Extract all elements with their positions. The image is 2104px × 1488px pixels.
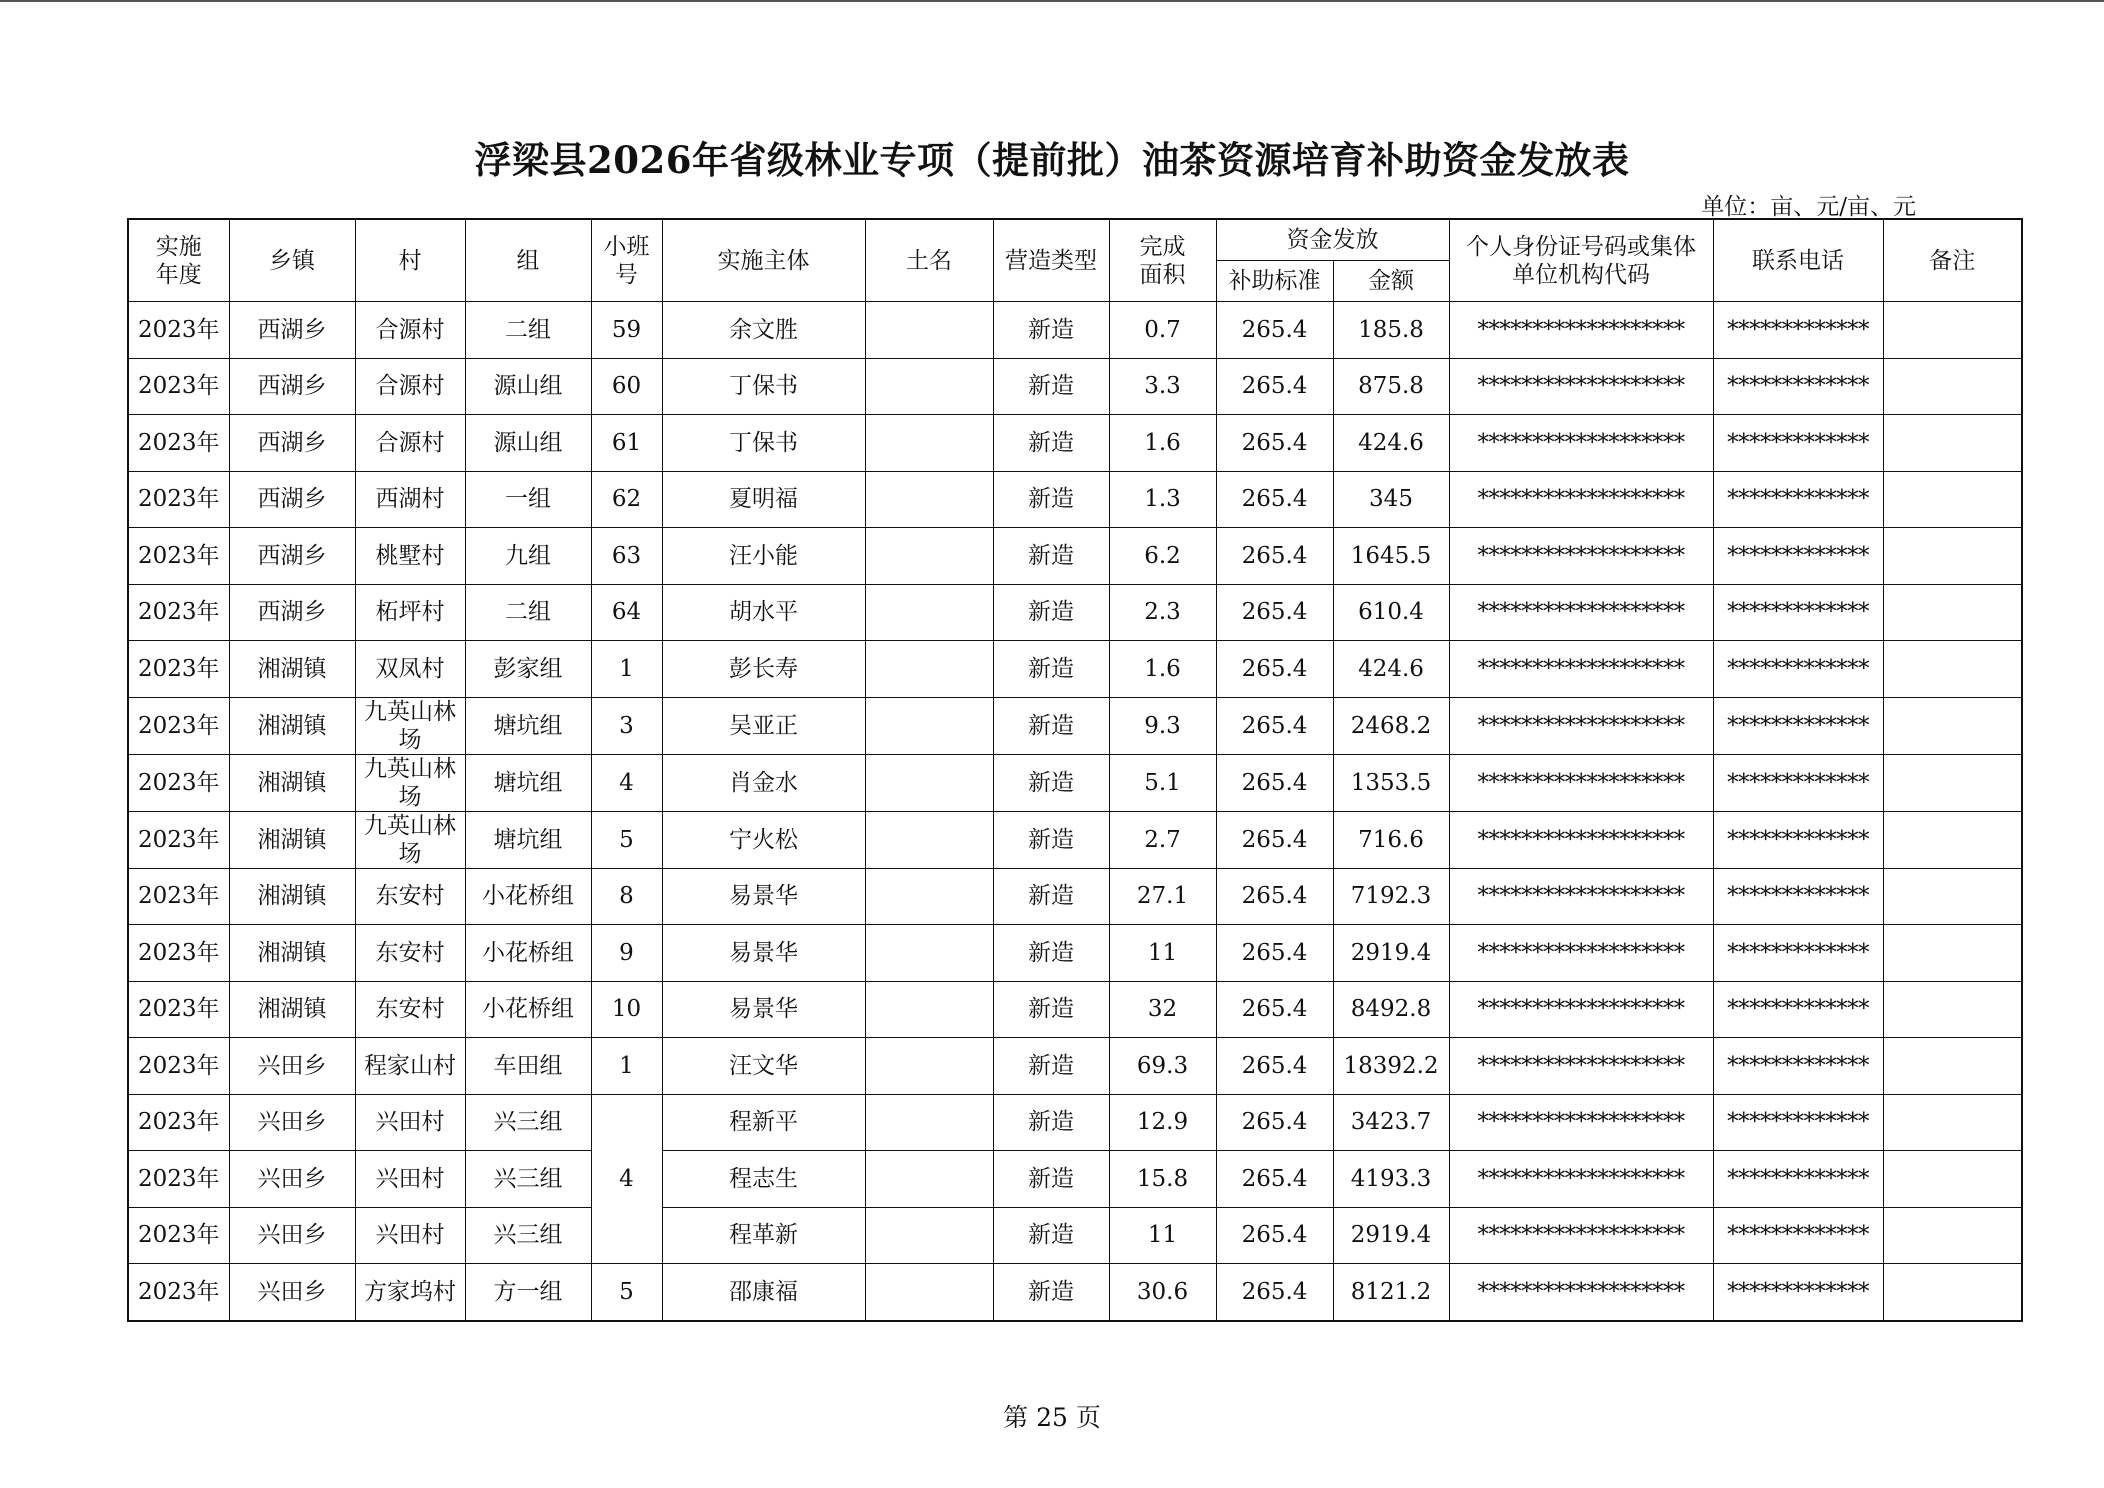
- cell-year: 2023年: [128, 868, 229, 925]
- cell-phone: *************: [1713, 584, 1883, 641]
- header-phone: 联系电话: [1713, 219, 1883, 302]
- cell-subject: 肖金水: [662, 754, 865, 811]
- cell-type: 新造: [993, 1207, 1109, 1264]
- cell-phone: *************: [1713, 302, 1883, 359]
- cell-year: 2023年: [128, 925, 229, 982]
- cell-year: 2023年: [128, 1038, 229, 1095]
- cell-phone: *************: [1713, 1094, 1883, 1151]
- cell-type: 新造: [993, 1094, 1109, 1151]
- cell-subject: 易景华: [662, 868, 865, 925]
- cell-area: 1.6: [1109, 641, 1216, 698]
- cell-year: 2023年: [128, 1151, 229, 1208]
- table-row: [128, 302, 2022, 359]
- table-row: [128, 584, 2022, 641]
- cell-plot: 1: [591, 1038, 662, 1095]
- cell-idcode: *******************: [1449, 641, 1713, 698]
- cell-area: 2.7: [1109, 811, 1216, 868]
- cell-remark: [1883, 754, 2022, 811]
- cell-remark: [1883, 925, 2022, 982]
- cell-plot: 3: [591, 697, 662, 754]
- cell-town: 西湖乡: [229, 528, 355, 585]
- cell-standard: 265.4: [1216, 528, 1333, 585]
- cell-town: 湘湖镇: [229, 754, 355, 811]
- cell-remark: [1883, 811, 2022, 868]
- cell-group: 兴三组: [465, 1094, 591, 1151]
- cell-standard: 265.4: [1216, 811, 1333, 868]
- cell-remark: [1883, 1038, 2022, 1095]
- cell-village: 合源村: [355, 415, 465, 472]
- cell-standard: 265.4: [1216, 302, 1333, 359]
- table-row: [128, 1151, 2022, 1208]
- table-row: [128, 981, 2022, 1038]
- cell-standard: 265.4: [1216, 1038, 1333, 1095]
- header-funding: 资金发放: [1216, 219, 1449, 261]
- cell-amount: 2468.2: [1333, 697, 1449, 754]
- cell-landname: [865, 1264, 993, 1321]
- cell-year: 2023年: [128, 1207, 229, 1264]
- cell-plot: 9: [591, 925, 662, 982]
- cell-type: 新造: [993, 754, 1109, 811]
- cell-year: 2023年: [128, 1094, 229, 1151]
- cell-village: 兴田村: [355, 1151, 465, 1208]
- cell-remark: [1883, 1207, 2022, 1264]
- cell-year: 2023年: [128, 302, 229, 359]
- cell-area: 69.3: [1109, 1038, 1216, 1095]
- cell-group: 源山组: [465, 415, 591, 472]
- cell-subject: 易景华: [662, 981, 865, 1038]
- cell-landname: [865, 415, 993, 472]
- cell-amount: 1353.5: [1333, 754, 1449, 811]
- cell-idcode: *******************: [1449, 811, 1713, 868]
- cell-area: 0.7: [1109, 302, 1216, 359]
- cell-year: 2023年: [128, 528, 229, 585]
- cell-idcode: *******************: [1449, 1094, 1713, 1151]
- cell-type: 新造: [993, 641, 1109, 698]
- cell-area: 1.3: [1109, 471, 1216, 528]
- cell-standard: 265.4: [1216, 415, 1333, 472]
- table-row: [128, 641, 2022, 698]
- cell-village: 合源村: [355, 358, 465, 415]
- cell-phone: *************: [1713, 528, 1883, 585]
- cell-amount: 345: [1333, 471, 1449, 528]
- cell-landname: [865, 584, 993, 641]
- cell-amount: 875.8: [1333, 358, 1449, 415]
- header-remark: 备注: [1883, 219, 2022, 302]
- cell-subject: 吴亚正: [662, 697, 865, 754]
- cell-area: 12.9: [1109, 1094, 1216, 1151]
- cell-village: 柘坪村: [355, 584, 465, 641]
- page-top-rule: [0, 0, 2104, 2]
- cell-village: 桃墅村: [355, 528, 465, 585]
- cell-village: 兴田村: [355, 1094, 465, 1151]
- table-row: [128, 697, 2022, 754]
- cell-area: 2.3: [1109, 584, 1216, 641]
- cell-village: 合源村: [355, 302, 465, 359]
- cell-phone: *************: [1713, 471, 1883, 528]
- cell-landname: [865, 981, 993, 1038]
- cell-idcode: *******************: [1449, 1207, 1713, 1264]
- page-title: 浮梁县2026年省级林业专项（提前批）油茶资源培育补助资金发放表: [474, 138, 1630, 182]
- cell-landname: [865, 811, 993, 868]
- cell-plot: 63: [591, 528, 662, 585]
- cell-town: 湘湖镇: [229, 697, 355, 754]
- cell-amount: 185.8: [1333, 302, 1449, 359]
- cell-plot: 5: [591, 811, 662, 868]
- header-standard: 补助标准: [1216, 261, 1333, 302]
- cell-standard: 265.4: [1216, 641, 1333, 698]
- cell-group: 兴三组: [465, 1151, 591, 1208]
- cell-phone: *************: [1713, 981, 1883, 1038]
- cell-group: 方一组: [465, 1264, 591, 1321]
- cell-standard: 265.4: [1216, 868, 1333, 925]
- cell-landname: [865, 641, 993, 698]
- cell-subject: 胡水平: [662, 584, 865, 641]
- table-row: [128, 1038, 2022, 1095]
- cell-year: 2023年: [128, 811, 229, 868]
- header-idcode: 个人身份证号码或集体 单位机构代码: [1449, 219, 1713, 302]
- table-body: [128, 302, 2022, 1321]
- cell-village: 程家山村: [355, 1038, 465, 1095]
- cell-group: 车田组: [465, 1038, 591, 1095]
- cell-plot: 8: [591, 868, 662, 925]
- cell-year: 2023年: [128, 754, 229, 811]
- header-area: 完成 面积: [1109, 219, 1216, 302]
- cell-town: 西湖乡: [229, 358, 355, 415]
- cell-town: 湘湖镇: [229, 641, 355, 698]
- cell-amount: 4193.3: [1333, 1151, 1449, 1208]
- cell-amount: 424.6: [1333, 415, 1449, 472]
- cell-plot: 4: [591, 1094, 662, 1264]
- cell-group: 二组: [465, 302, 591, 359]
- cell-idcode: *******************: [1449, 1151, 1713, 1208]
- cell-amount: 8492.8: [1333, 981, 1449, 1038]
- cell-village: 东安村: [355, 981, 465, 1038]
- header-group: 组: [465, 219, 591, 302]
- cell-plot: 61: [591, 415, 662, 472]
- cell-amount: 2919.4: [1333, 1207, 1449, 1264]
- cell-village: 西湖村: [355, 471, 465, 528]
- cell-landname: [865, 1151, 993, 1208]
- cell-landname: [865, 697, 993, 754]
- cell-group: 小花桥组: [465, 868, 591, 925]
- cell-subject: 汪文华: [662, 1038, 865, 1095]
- table-row: [128, 1094, 2022, 1151]
- cell-idcode: *******************: [1449, 358, 1713, 415]
- cell-remark: [1883, 302, 2022, 359]
- cell-area: 9.3: [1109, 697, 1216, 754]
- cell-landname: [865, 471, 993, 528]
- cell-area: 11: [1109, 1207, 1216, 1264]
- header-type: 营造类型: [993, 219, 1109, 302]
- cell-subject: 程革新: [662, 1207, 865, 1264]
- cell-phone: *************: [1713, 641, 1883, 698]
- cell-group: 塘坑组: [465, 754, 591, 811]
- cell-remark: [1883, 358, 2022, 415]
- cell-area: 27.1: [1109, 868, 1216, 925]
- cell-year: 2023年: [128, 697, 229, 754]
- cell-remark: [1883, 584, 2022, 641]
- cell-group: 兴三组: [465, 1207, 591, 1264]
- cell-standard: 265.4: [1216, 358, 1333, 415]
- cell-remark: [1883, 868, 2022, 925]
- cell-landname: [865, 528, 993, 585]
- cell-phone: *************: [1713, 1038, 1883, 1095]
- cell-subject: 汪小能: [662, 528, 865, 585]
- cell-village: 九英山林 场: [355, 754, 465, 811]
- cell-subject: 易景华: [662, 925, 865, 982]
- cell-village: 兴田村: [355, 1207, 465, 1264]
- cell-town: 兴田乡: [229, 1207, 355, 1264]
- cell-village: 九英山林 场: [355, 811, 465, 868]
- cell-year: 2023年: [128, 641, 229, 698]
- cell-standard: 265.4: [1216, 697, 1333, 754]
- cell-plot: 10: [591, 981, 662, 1038]
- cell-village: 九英山林 场: [355, 697, 465, 754]
- cell-type: 新造: [993, 868, 1109, 925]
- table-row: [128, 471, 2022, 528]
- cell-idcode: *******************: [1449, 471, 1713, 528]
- cell-landname: [865, 358, 993, 415]
- cell-area: 11: [1109, 925, 1216, 982]
- cell-remark: [1883, 471, 2022, 528]
- cell-plot: 64: [591, 584, 662, 641]
- cell-phone: *************: [1713, 754, 1883, 811]
- cell-village: 方家坞村: [355, 1264, 465, 1321]
- cell-standard: 265.4: [1216, 584, 1333, 641]
- cell-town: 西湖乡: [229, 471, 355, 528]
- table-row: [128, 1207, 2022, 1264]
- header-village: 村: [355, 219, 465, 302]
- cell-remark: [1883, 415, 2022, 472]
- cell-town: 兴田乡: [229, 1038, 355, 1095]
- cell-idcode: *******************: [1449, 528, 1713, 585]
- header-town: 乡镇: [229, 219, 355, 302]
- cell-type: 新造: [993, 415, 1109, 472]
- cell-standard: 265.4: [1216, 1207, 1333, 1264]
- cell-type: 新造: [993, 471, 1109, 528]
- cell-standard: 265.4: [1216, 981, 1333, 1038]
- cell-idcode: *******************: [1449, 697, 1713, 754]
- table-row: [128, 528, 2022, 585]
- cell-subject: 宁火松: [662, 811, 865, 868]
- cell-type: 新造: [993, 584, 1109, 641]
- cell-landname: [865, 868, 993, 925]
- cell-idcode: *******************: [1449, 981, 1713, 1038]
- cell-type: 新造: [993, 981, 1109, 1038]
- cell-group: 九组: [465, 528, 591, 585]
- cell-town: 兴田乡: [229, 1264, 355, 1321]
- cell-plot: 4: [591, 754, 662, 811]
- cell-phone: *************: [1713, 1151, 1883, 1208]
- cell-type: 新造: [993, 302, 1109, 359]
- cell-type: 新造: [993, 697, 1109, 754]
- cell-year: 2023年: [128, 981, 229, 1038]
- cell-phone: *************: [1713, 811, 1883, 868]
- cell-year: 2023年: [128, 584, 229, 641]
- cell-town: 西湖乡: [229, 415, 355, 472]
- cell-subject: 程新平: [662, 1094, 865, 1151]
- cell-landname: [865, 1038, 993, 1095]
- cell-village: 双凤村: [355, 641, 465, 698]
- cell-subject: 程志生: [662, 1151, 865, 1208]
- unit-note: 单位：亩、元/亩、元: [1701, 194, 1916, 220]
- page-number: 第 25 页: [1003, 1403, 1101, 1432]
- cell-landname: [865, 302, 993, 359]
- cell-town: 西湖乡: [229, 584, 355, 641]
- cell-remark: [1883, 1094, 2022, 1151]
- cell-area: 1.6: [1109, 415, 1216, 472]
- cell-idcode: *******************: [1449, 302, 1713, 359]
- cell-amount: 716.6: [1333, 811, 1449, 868]
- cell-subject: 邵康福: [662, 1264, 865, 1321]
- header-landname: 土名: [865, 219, 993, 302]
- cell-type: 新造: [993, 1151, 1109, 1208]
- cell-group: 塘坑组: [465, 697, 591, 754]
- cell-type: 新造: [993, 358, 1109, 415]
- cell-area: 30.6: [1109, 1264, 1216, 1321]
- header-amount: 金额: [1333, 261, 1449, 302]
- cell-group: 小花桥组: [465, 981, 591, 1038]
- cell-year: 2023年: [128, 1264, 229, 1321]
- cell-remark: [1883, 697, 2022, 754]
- cell-group: 一组: [465, 471, 591, 528]
- cell-phone: *************: [1713, 1207, 1883, 1264]
- cell-phone: *************: [1713, 358, 1883, 415]
- cell-group: 小花桥组: [465, 925, 591, 982]
- cell-area: 15.8: [1109, 1151, 1216, 1208]
- cell-idcode: *******************: [1449, 925, 1713, 982]
- cell-remark: [1883, 1264, 2022, 1321]
- cell-subject: 夏明福: [662, 471, 865, 528]
- cell-year: 2023年: [128, 471, 229, 528]
- table-row: [128, 811, 2022, 868]
- table-row: [128, 868, 2022, 925]
- cell-town: 湘湖镇: [229, 868, 355, 925]
- cell-idcode: *******************: [1449, 868, 1713, 925]
- cell-type: 新造: [993, 528, 1109, 585]
- cell-subject: 余文胜: [662, 302, 865, 359]
- cell-plot: 62: [591, 471, 662, 528]
- cell-group: 二组: [465, 584, 591, 641]
- cell-phone: *************: [1713, 1264, 1883, 1321]
- cell-type: 新造: [993, 925, 1109, 982]
- cell-plot: 59: [591, 302, 662, 359]
- cell-year: 2023年: [128, 415, 229, 472]
- cell-standard: 265.4: [1216, 754, 1333, 811]
- table-row: [128, 1264, 2022, 1321]
- cell-type: 新造: [993, 1264, 1109, 1321]
- cell-village: 东安村: [355, 925, 465, 982]
- cell-idcode: *******************: [1449, 1038, 1713, 1095]
- cell-town: 兴田乡: [229, 1094, 355, 1151]
- cell-amount: 18392.2: [1333, 1038, 1449, 1095]
- cell-amount: 1645.5: [1333, 528, 1449, 585]
- cell-type: 新造: [993, 1038, 1109, 1095]
- cell-type: 新造: [993, 811, 1109, 868]
- table-row: [128, 925, 2022, 982]
- cell-amount: 7192.3: [1333, 868, 1449, 925]
- header-subject: 实施主体: [662, 219, 865, 302]
- cell-standard: 265.4: [1216, 1094, 1333, 1151]
- cell-remark: [1883, 1151, 2022, 1208]
- cell-amount: 424.6: [1333, 641, 1449, 698]
- table-row: [128, 415, 2022, 472]
- subsidy-table: [127, 218, 2023, 1322]
- cell-subject: 丁保书: [662, 415, 865, 472]
- cell-town: 湘湖镇: [229, 981, 355, 1038]
- cell-remark: [1883, 528, 2022, 585]
- cell-village: 东安村: [355, 868, 465, 925]
- table-row: [128, 754, 2022, 811]
- cell-phone: *************: [1713, 697, 1883, 754]
- cell-standard: 265.4: [1216, 925, 1333, 982]
- cell-amount: 610.4: [1333, 584, 1449, 641]
- cell-landname: [865, 1094, 993, 1151]
- cell-group: 彭家组: [465, 641, 591, 698]
- cell-remark: [1883, 981, 2022, 1038]
- cell-group: 源山组: [465, 358, 591, 415]
- cell-idcode: *******************: [1449, 1264, 1713, 1321]
- cell-standard: 265.4: [1216, 471, 1333, 528]
- cell-landname: [865, 754, 993, 811]
- cell-subject: 彭长寿: [662, 641, 865, 698]
- cell-amount: 3423.7: [1333, 1094, 1449, 1151]
- cell-phone: *************: [1713, 925, 1883, 982]
- cell-standard: 265.4: [1216, 1151, 1333, 1208]
- cell-area: 3.3: [1109, 358, 1216, 415]
- cell-standard: 265.4: [1216, 1264, 1333, 1321]
- table-row: [128, 358, 2022, 415]
- cell-area: 6.2: [1109, 528, 1216, 585]
- cell-year: 2023年: [128, 358, 229, 415]
- cell-town: 西湖乡: [229, 302, 355, 359]
- cell-area: 32: [1109, 981, 1216, 1038]
- cell-town: 兴田乡: [229, 1151, 355, 1208]
- cell-group: 塘坑组: [465, 811, 591, 868]
- cell-remark: [1883, 641, 2022, 698]
- header-plot: 小班 号: [591, 219, 662, 302]
- cell-town: 湘湖镇: [229, 811, 355, 868]
- cell-phone: *************: [1713, 415, 1883, 472]
- cell-idcode: *******************: [1449, 415, 1713, 472]
- cell-subject: 丁保书: [662, 358, 865, 415]
- cell-landname: [865, 925, 993, 982]
- cell-amount: 2919.4: [1333, 925, 1449, 982]
- cell-plot: 1: [591, 641, 662, 698]
- cell-amount: 8121.2: [1333, 1264, 1449, 1321]
- cell-idcode: *******************: [1449, 584, 1713, 641]
- header-year: 实施 年度: [128, 219, 229, 302]
- cell-idcode: *******************: [1449, 754, 1713, 811]
- cell-phone: *************: [1713, 868, 1883, 925]
- cell-town: 湘湖镇: [229, 925, 355, 982]
- cell-plot: 5: [591, 1264, 662, 1321]
- table-header: [128, 219, 2022, 302]
- cell-area: 5.1: [1109, 754, 1216, 811]
- cell-plot: 60: [591, 358, 662, 415]
- cell-landname: [865, 1207, 993, 1264]
